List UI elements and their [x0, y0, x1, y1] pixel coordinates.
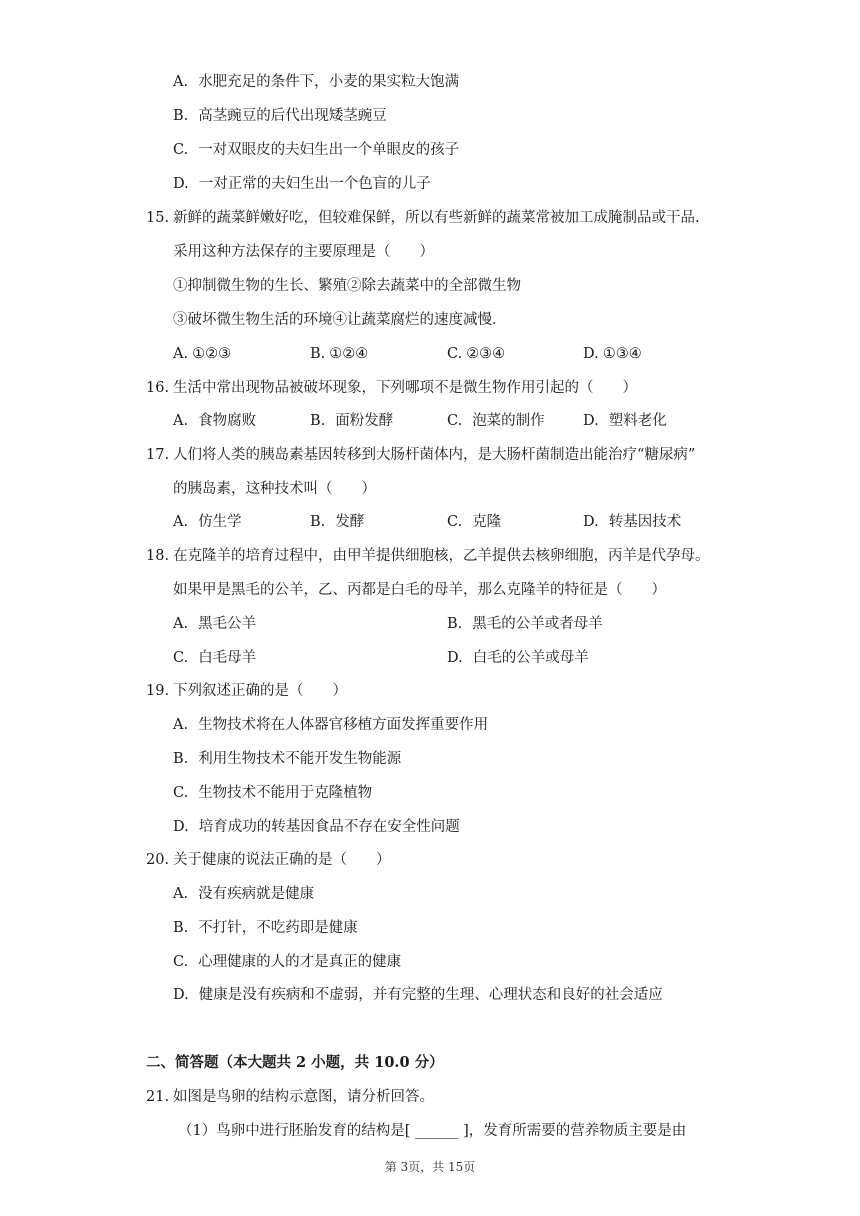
q16-option-c: C. 泡菜的制作 [447, 413, 545, 429]
q16-option-d: D. 塑料老化 [583, 413, 667, 429]
q15-number: 15. [146, 210, 170, 226]
q18-stem-line2: 如果甲是黑毛的公羊，乙、丙都是白毛的母羊，那么克隆羊的特征是（ ） [173, 582, 666, 598]
q19-option-c: C. 生物技术不能用于克隆植物 [173, 785, 373, 801]
q18-number: 18. [146, 548, 170, 564]
q20-option-d: D. 健康是没有疾病和不虚弱，并有完整的生理、心理状态和良好的社会适应 [173, 987, 663, 1003]
q16-stem: 生活中常出现物品被破坏现象，下列哪项不是微生物作用引起的（ ） [173, 380, 637, 396]
q17-option-d: D. 转基因技术 [583, 514, 682, 530]
q17-option-c: C. 克隆 [447, 514, 502, 530]
q18-option-c: C. 白毛母羊 [173, 650, 257, 666]
q15-item-line1: ①抑制微生物的生长、繁殖②除去蔬菜中的全部微生物 [173, 278, 521, 294]
q20-option-a: A. 没有疾病就是健康 [173, 886, 315, 902]
q21-subquestion-1: （1）鸟卵中进行胚胎发育的结构是[ ______ ]，发育所需要的营养物质主要是由 [178, 1123, 687, 1139]
q17-option-b: B. 发酵 [310, 514, 365, 530]
q15-option-b: B. ①②④ [310, 346, 369, 362]
q20-number: 20. [146, 852, 170, 868]
q14-option-b: B. 高茎豌豆的后代出现矮茎豌豆 [173, 108, 387, 124]
q16-option-a: A. 食物腐败 [173, 413, 257, 429]
q19-option-b: B. 利用生物技术不能开发生物能源 [173, 751, 402, 767]
q16-number: 16. [146, 380, 170, 396]
q16-option-b: B. 面粉发酵 [310, 413, 394, 429]
q19-option-d: D. 培育成功的转基因食品不存在安全性问题 [173, 819, 460, 835]
q19-number: 19. [146, 683, 170, 699]
q15-option-d: D. ①③④ [583, 346, 642, 362]
section-heading: 二、简答题（本大题共 2 小题，共 10.0 分） [146, 1054, 444, 1071]
q17-number: 17. [146, 447, 170, 463]
page-footer: 第 3页，共 15页 [384, 1160, 476, 1174]
q21-number: 21. [146, 1089, 170, 1105]
q15-item-line2: ③破坏微生物生活的环境④让蔬菜腐烂的速度减慢． [173, 312, 507, 328]
q17-stem-line2: 的胰岛素，这种技术叫（ ） [173, 481, 376, 497]
q18-stem-line1: 在克隆羊的培育过程中，由甲羊提供细胞核，乙羊提供去核卵细胞，丙羊是代孕母。 [173, 548, 710, 564]
q20-option-c: C. 心理健康的人的才是真正的健康 [173, 954, 402, 970]
q15-option-a: A. ①②③ [173, 346, 232, 362]
q21-stem: 如图是鸟卵的结构示意图，请分析回答。 [173, 1089, 434, 1105]
q14-option-a: A. 水肥充足的条件下，小麦的果实粒大饱满 [173, 74, 460, 90]
q18-option-d: D. 白毛的公羊或母羊 [447, 650, 589, 666]
q19-stem: 下列叙述正确的是（ ） [173, 683, 347, 699]
q15-stem-line2: 采用这种方法保存的主要原理是（ ） [173, 244, 434, 260]
q14-option-d: D. 一对正常的夫妇生出一个色盲的儿子 [173, 176, 431, 192]
q20-stem: 关于健康的说法正确的是（ ） [173, 852, 391, 868]
q20-option-b: B. 不打针，不吃药即是健康 [173, 920, 358, 936]
q19-option-a: A. 生物技术将在人体器官移植方面发挥重要作用 [173, 717, 489, 733]
q15-stem-line1: 新鲜的蔬菜鲜嫩好吃，但较难保鲜，所以有些新鲜的蔬菜常被加工成腌制品或干品. [173, 210, 700, 226]
q17-stem-line1: 人们将人类的胰岛素基因转移到大肠杆菌体内，是大肠杆菌制造出能治疗“糖尿病” [173, 447, 696, 463]
q18-option-a: A. 黑毛公羊 [173, 616, 257, 632]
q15-option-c: C. ②③④ [447, 346, 506, 362]
q18-option-b: B. 黑毛的公羊或者母羊 [447, 616, 603, 632]
q14-option-c: C. 一对双眼皮的夫妇生出一个单眼皮的孩子 [173, 142, 460, 158]
q17-option-a: A. 仿生学 [173, 514, 242, 530]
